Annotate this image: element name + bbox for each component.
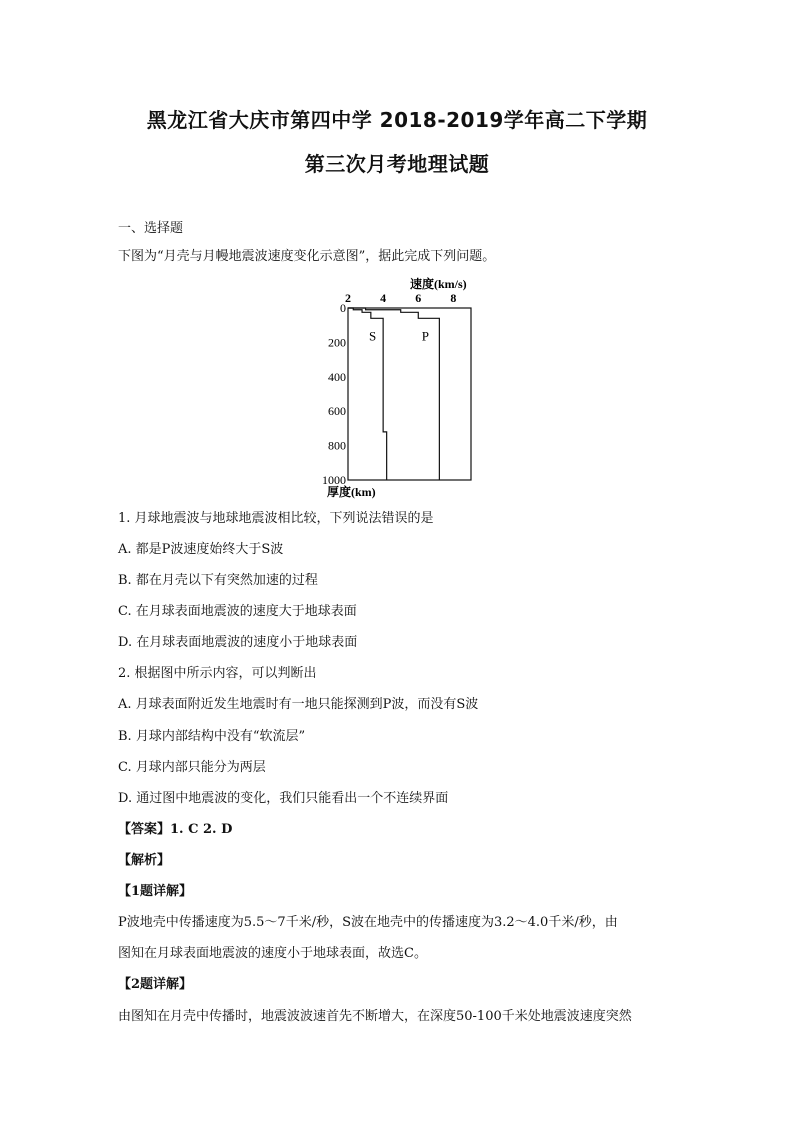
x-tick-label: 4 bbox=[380, 291, 387, 305]
question-2-option-c: C. 月球内部只能分为两层 bbox=[118, 760, 266, 775]
section-heading: 一、选择题 bbox=[118, 221, 184, 236]
answer-line: 【答案】1. C 2. D bbox=[118, 822, 233, 837]
series-label-s: S bbox=[369, 328, 377, 344]
detail-1-text-line2: 图知在月球表面地震波的速度小于地球表面，故选C。 bbox=[118, 946, 427, 961]
y-tick-label: 200 bbox=[328, 335, 346, 350]
x-axis-label: 速度(km/s) bbox=[410, 277, 467, 291]
figure-intro: 下图为“月壳与月幔地震波速度变化示意图”，据此完成下列问题。 bbox=[118, 249, 496, 264]
y-axis-label: 厚度(km) bbox=[327, 485, 376, 499]
series-line-s bbox=[348, 308, 387, 480]
question-2-option-d: D. 通过图中地震波的变化，我们只能看出一个不连续界面 bbox=[118, 791, 449, 806]
detail-1-text-line1: P波地壳中传播速度为5.5～7千米/秒，S波在地壳中的传播速度为3.2～4.0千米/秒，由 bbox=[118, 915, 618, 930]
y-tick-label: 400 bbox=[328, 369, 346, 384]
y-tick-label: 600 bbox=[328, 404, 346, 419]
question-1-option-d: D. 在月球表面地震波的速度小于地球表面 bbox=[118, 635, 358, 650]
analysis-heading: 【解析】 bbox=[118, 853, 171, 868]
question-2: 2. 根据图中所示内容，可以判断出 bbox=[118, 666, 317, 681]
detail-2-text-line1: 由图知在月壳中传播时，地震波波速首先不断增大，在深度50-100千米处地震波速度突然 bbox=[118, 1009, 632, 1024]
detail-2-heading: 【2题详解】 bbox=[118, 977, 193, 992]
document-title-line2: 第三次月考地理试题 bbox=[304, 152, 490, 176]
y-tick-label: 1000 bbox=[322, 473, 346, 487]
document-title-line1: 黑龙江省大庆市第四中学 2018-2019学年高二下学期 bbox=[146, 108, 648, 132]
question-1-option-a: A. 都是P波速度始终大于S波 bbox=[118, 542, 284, 557]
detail-1-heading: 【1题详解】 bbox=[118, 884, 193, 899]
question-1: 1. 月球地震波与地球地震波相比较，下列说法错误的是 bbox=[118, 511, 434, 526]
seismic-wave-figure bbox=[300, 272, 500, 508]
series-label-p: P bbox=[421, 328, 429, 344]
seismic-wave-chart bbox=[300, 272, 500, 504]
x-tick-label: 6 bbox=[415, 291, 422, 305]
y-tick-label: 800 bbox=[328, 438, 346, 453]
question-1-option-b: B. 都在月壳以下有突然加速的过程 bbox=[118, 573, 318, 588]
plot-frame bbox=[348, 308, 471, 480]
question-1-option-c: C. 在月球表面地震波的速度大于地球表面 bbox=[118, 604, 357, 619]
question-2-option-a: A. 月球表面附近发生地震时有一地只能探测到P波，而没有S波 bbox=[118, 697, 479, 712]
x-tick-label: 2 bbox=[345, 291, 351, 305]
question-2-option-b: B. 月球内部结构中没有“软流层” bbox=[118, 729, 306, 744]
y-tick-label: 0 bbox=[340, 301, 346, 315]
x-tick-label: 8 bbox=[450, 291, 457, 305]
